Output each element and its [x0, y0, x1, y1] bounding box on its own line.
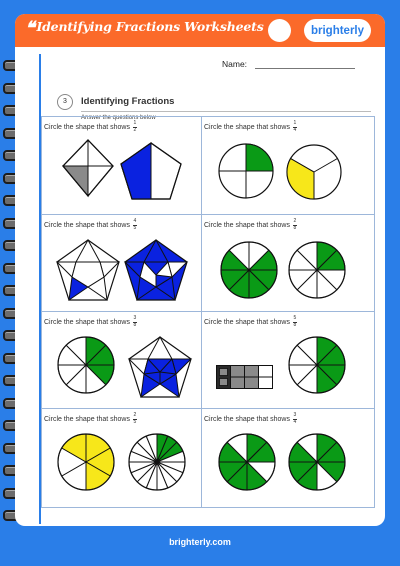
fraction-numerator: 2 — [133, 412, 137, 418]
fraction-numerator: 3 — [133, 315, 137, 321]
quote-icon: ❝ — [25, 18, 35, 39]
section-number: 3 — [57, 94, 73, 110]
prompt-text: Circle the shape that shows — [204, 415, 290, 423]
fraction-denominator: 4 — [293, 418, 297, 425]
prompt-text: Circle the shape that shows — [204, 123, 290, 131]
prompt-text: Circle the shape that shows — [44, 221, 130, 229]
fraction-numerator: 1 — [293, 120, 297, 126]
circle-eighths-option[interactable] — [57, 336, 115, 394]
prompt-text: Circle the shape that shows — [44, 318, 130, 326]
exercise-prompt — [204, 413, 297, 425]
worksheet-title — [25, 18, 264, 39]
logo-text: brighterly — [310, 24, 365, 37]
circle-eighths-option[interactable] — [288, 336, 346, 394]
star-pentagon-option[interactable] — [128, 336, 192, 398]
fraction-numerator: 5 — [293, 315, 297, 321]
brighterly-logo — [304, 19, 371, 42]
section-instructions: Answer the questions below — [81, 115, 156, 121]
fraction-numerator: 3 — [293, 412, 297, 418]
prompt-text: Circle the shape that shows — [204, 318, 290, 326]
fraction-denominator: 5 — [133, 418, 137, 425]
worksheet-title-text: Identifying Fractions Worksheets — [36, 19, 264, 34]
exercise-prompt — [44, 121, 137, 133]
exercise-prompt — [204, 316, 297, 328]
name-label: Name: — [222, 59, 248, 69]
kite-shape-option[interactable] — [62, 139, 114, 197]
header-bar — [15, 14, 385, 47]
fraction-numerator: 4 — [133, 218, 137, 224]
circle-eighths-option[interactable] — [218, 433, 276, 491]
exercise-prompt — [44, 219, 137, 231]
circle-eighths-option[interactable] — [220, 241, 278, 299]
fraction-denominator: 4 — [293, 126, 297, 133]
exercise-cell — [42, 312, 201, 409]
fraction-denominator: 8 — [293, 321, 297, 328]
exercise-prompt — [44, 316, 137, 328]
exercise-cell — [202, 117, 361, 214]
fraction — [293, 316, 297, 328]
exercise-cell — [202, 215, 361, 312]
fraction — [293, 413, 297, 425]
circle-eighths-option[interactable] — [288, 241, 346, 299]
grid-rectangle-option[interactable] — [216, 365, 274, 389]
footer-url: brighterly.com — [169, 537, 231, 547]
name-field-line[interactable] — [255, 68, 355, 69]
fraction-numerator: 1 — [133, 120, 137, 126]
exercise-cell — [42, 409, 201, 506]
exercise-prompt — [204, 121, 297, 133]
fraction-denominator: 8 — [293, 224, 297, 231]
circle-thirds-option[interactable] — [286, 144, 342, 200]
fraction-numerator: 2 — [293, 218, 297, 224]
star-pentagon-option[interactable] — [56, 239, 120, 301]
exercise-cell — [42, 117, 201, 214]
fraction — [133, 413, 137, 425]
fraction — [133, 316, 137, 328]
fraction-denominator: 5 — [133, 224, 137, 231]
circle-eighths-option[interactable] — [288, 433, 346, 491]
fraction — [293, 219, 297, 231]
exercise-cell — [42, 215, 201, 312]
circle-quarters-option[interactable] — [218, 143, 274, 199]
fraction — [133, 219, 137, 231]
star-pentagon-option[interactable] — [124, 239, 188, 301]
fraction-denominator: 2 — [133, 126, 137, 133]
prompt-text: Circle the shape that shows — [204, 221, 290, 229]
section-divider — [81, 111, 371, 112]
exercise-prompt — [204, 219, 297, 231]
prompt-text: Circle the shape that shows — [44, 123, 130, 131]
circle-sixteenths-option[interactable] — [128, 433, 186, 491]
section-title: Identifying Fractions — [81, 96, 175, 107]
fraction — [133, 121, 137, 133]
prompt-text: Circle the shape that shows — [44, 415, 130, 423]
exercise-cell — [202, 312, 361, 409]
exercise-grid — [41, 116, 375, 508]
pentagon-shape-option[interactable] — [120, 142, 182, 200]
worksheet-page — [15, 14, 385, 526]
circle-decoration — [268, 19, 291, 42]
exercise-cell — [202, 409, 361, 506]
fraction-denominator: 8 — [133, 321, 137, 328]
circle-sixths-option[interactable] — [57, 433, 115, 491]
exercise-prompt — [44, 413, 137, 425]
fraction — [293, 121, 297, 133]
